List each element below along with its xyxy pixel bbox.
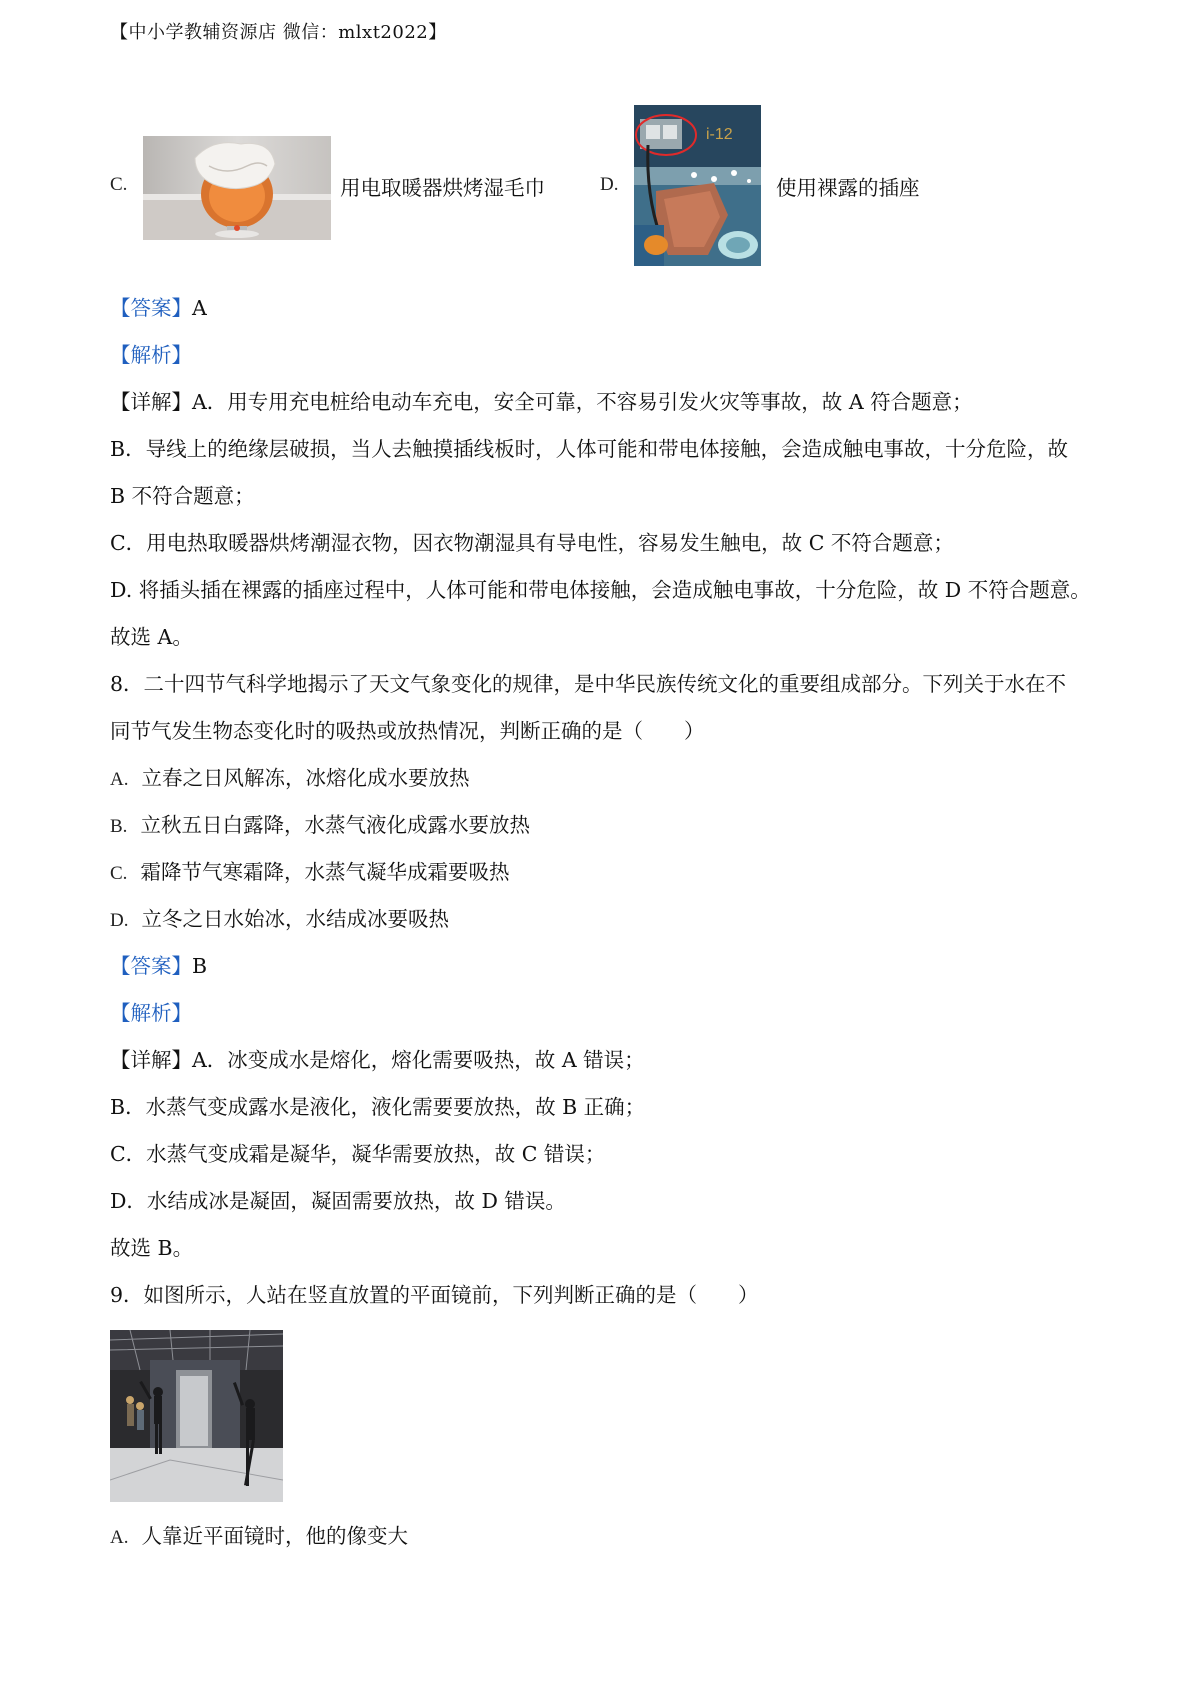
- q7-detail-d: D. 将插头插在裸露的插座过程中，人体可能和带电体接触，会造成触电事故，十分危险，故 D 不符合题意。: [110, 578, 1091, 602]
- q8-answer: [110, 952, 207, 980]
- svg-text:i-12: i-12: [706, 126, 733, 143]
- q9-stem: 9．如图所示，人站在竖直放置的平面镜前，下列判断正确的是（ ）: [110, 1283, 759, 1307]
- detail-label: 【详解】: [110, 1048, 192, 1072]
- heater-towel-photo: [143, 136, 331, 240]
- q8-conclusion: 故选 B。: [110, 1236, 194, 1260]
- option-d-text: 使用裸露的插座: [776, 176, 920, 200]
- answer-label: 【答案】: [110, 954, 192, 978]
- option-text: 人靠近平面镜时，他的像变大: [141, 1524, 409, 1548]
- option-letter: D.: [110, 910, 129, 931]
- q8-detail-c: C．水蒸气变成霜是凝华，凝华需要放热，故 C 错误；: [110, 1142, 606, 1166]
- option-text: 霜降节气寒霜降，水蒸气凝华成霜要吸热: [140, 860, 510, 884]
- q8-analysis-label: 【解析】: [110, 1001, 192, 1025]
- q7-detail-a: [110, 388, 973, 416]
- q8-detail-a: [110, 1046, 645, 1074]
- page-header: 【中小学教辅资源店 微信：mlxt2022】: [110, 22, 447, 43]
- q7-detail-b-line2: B 不符合题意；: [110, 484, 255, 508]
- q8-detail-d: D．水结成冰是凝固，凝固需要放热，故 D 错误。: [110, 1189, 566, 1213]
- q8-detail-b: B．水蒸气变成露水是液化，液化需要要放热，故 B 正确；: [110, 1095, 646, 1119]
- bare-socket-photo: [634, 105, 761, 266]
- q7-answer: [110, 294, 207, 322]
- q7-analysis-label: 【解析】: [110, 343, 192, 367]
- option-text: 立春之日风解冻，冰熔化成水要放热: [141, 766, 470, 790]
- detail-label: 【详解】: [110, 390, 192, 414]
- answer-value: B: [192, 954, 208, 978]
- q8-stem-line1: 8．二十四节气科学地揭示了天文气象变化的规律，是中华民族传统文化的重要组成部分。下列关于水在不: [110, 672, 1067, 696]
- q9-option-a: [110, 1522, 408, 1552]
- q7-conclusion: 故选 A。: [110, 625, 193, 649]
- q7-detail-b-line1: B．导线上的绝缘层破损，当人去触摸插线板时，人体可能和带电体接触，会造成触电事故，十分危险，故: [110, 437, 1069, 461]
- option-letter: C.: [110, 863, 128, 884]
- q8-option-d: [110, 905, 449, 935]
- option-text: 立冬之日水始冰，水结成冰要吸热: [141, 907, 450, 931]
- answer-value: A: [192, 296, 207, 320]
- option-c-letter: C.: [110, 174, 128, 195]
- option-letter: A.: [110, 1527, 129, 1548]
- option-letter: A.: [110, 769, 129, 790]
- detail-a-text: A．冰变成水是熔化，熔化需要吸热，故 A 错误；: [192, 1048, 645, 1072]
- q8-option-a: [110, 764, 470, 794]
- option-text: 立秋五日白露降，水蒸气液化成露水要放热: [140, 813, 530, 837]
- option-letter: B.: [110, 816, 128, 837]
- q7-detail-c: C．用电热取暖器烘烤潮湿衣物，因衣物潮湿具有导电性，容易发生触电，故 C 不符合题意；: [110, 531, 954, 555]
- detail-a-text: A．用专用充电桩给电动车充电，安全可靠，不容易引发火灾等事故，故 A 符合题意；: [192, 390, 973, 414]
- mirror-dancer-photo: [110, 1330, 283, 1502]
- q8-option-c: [110, 858, 509, 888]
- option-c-text: 用电取暖器烘烤湿毛巾: [340, 176, 545, 200]
- q8-stem-line2: 同节气发生物态变化时的吸热或放热情况，判断正确的是（ ）: [110, 719, 705, 743]
- option-d-letter: D.: [600, 174, 619, 195]
- answer-label: 【答案】: [110, 296, 192, 320]
- q8-option-b: [110, 811, 530, 841]
